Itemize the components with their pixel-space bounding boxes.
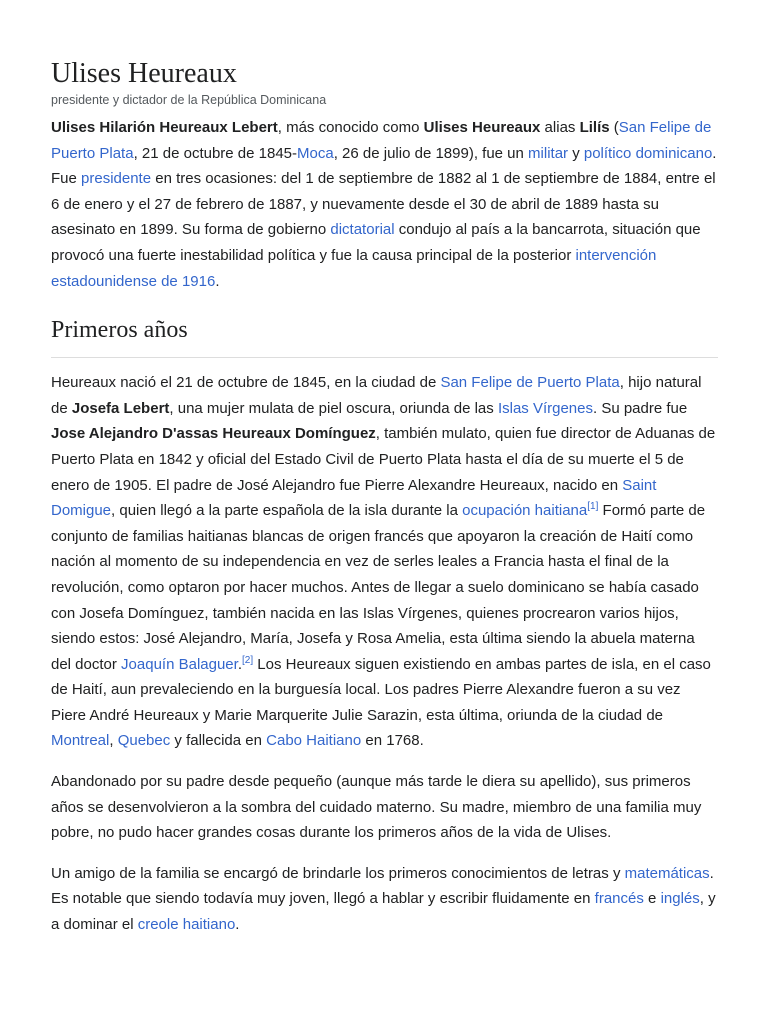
link-creole-haitiano[interactable]: creole haitiano bbox=[137, 916, 236, 934]
intro-text: ( bbox=[609, 119, 619, 136]
para-text: , hijo natural de bbox=[51, 374, 702, 417]
link-islas-virgenes[interactable]: Islas Vírgenes bbox=[497, 399, 593, 417]
section-paragraph-1 bbox=[51, 370, 718, 754]
intro-text: alias bbox=[540, 119, 580, 136]
intro-text: , 21 de octubre de 1845- bbox=[133, 144, 298, 162]
section-heading-primeros-anos: Primeros años bbox=[51, 315, 718, 358]
link-saint-domigue[interactable]: Saint Domigue bbox=[51, 476, 657, 520]
intro-text: en tres ocasiones: del 1 de septiembre de 1882 al 1 de septiembre de 1884, entre el 6 de enero y el 27 de febrero de 1887, y nuevamente desde el 30 de abril de 1889 hasta su asesinato en 1899. Su forma de gobierno bbox=[51, 170, 716, 239]
para-text: . bbox=[235, 916, 240, 934]
para-text: Heureaux nació el 21 de octubre de 1845, en la ciudad de bbox=[51, 374, 441, 392]
bold-name-full: Ulises Hilarión Heureaux Lebert bbox=[51, 119, 278, 136]
link-ingles[interactable]: inglés bbox=[660, 890, 700, 908]
para-text: , bbox=[109, 732, 118, 750]
link-moca[interactable]: Moca bbox=[297, 144, 334, 162]
bold-mother-name: Josefa Lebert bbox=[71, 399, 170, 417]
intro-text: condujo al país a la bancarrota, situación que provocó una fuerte inestabilidad política y fue la causa principal de la posterior bbox=[51, 221, 701, 264]
link-cabo-haitiano[interactable]: Cabo Haitiano bbox=[266, 732, 362, 750]
para-text: y fallecida en bbox=[170, 732, 267, 750]
intro-text: , más conocido como bbox=[277, 119, 424, 136]
intro-paragraph bbox=[51, 115, 718, 294]
para-text: , quien llegó a la parte española de la isla durante la bbox=[111, 502, 463, 520]
intro-text: y bbox=[568, 144, 584, 162]
intro-text: . bbox=[215, 272, 220, 290]
reference-2[interactable] bbox=[242, 655, 253, 666]
para-text: . Es notable que siendo todavía muy joven, llegó a hablar y escribir fluidamente en bbox=[51, 864, 714, 908]
page-description: presidente y dictador de la República Dominicana bbox=[51, 93, 327, 107]
link-dictatorial[interactable]: dictatorial bbox=[330, 221, 395, 239]
section-paragraph-2: Abandonado por su padre desde pequeño (aunque más tarde le diera su apellido), sus primeros años se desenvolvieron a la sombra del cuidado materno. Su madre, miembro de una familia muy pobre, no pudo hacer grandes cosas durante los primeros años de la vida de Ulises. bbox=[51, 773, 702, 842]
para-text: , también mulato, quien fue director de Aduanas de Puerto Plata en 1842 y oficial del Estado Civil de Puerto Plata hasta el día de su muerte el 5 de enero de 1905. El padre de José Alejandro fue Pierre Alexandre Heureaux, nacido en bbox=[51, 425, 716, 494]
intro-text: . Fue bbox=[51, 144, 717, 188]
bold-father-name: Jose Alejandro D'assas Heureaux Domínguez bbox=[51, 425, 376, 443]
reference-link-2[interactable]: [2] bbox=[241, 654, 254, 666]
bold-alias: Lilís bbox=[579, 119, 610, 136]
link-san-felipe-de-puerto-plata[interactable]: San Felipe de Puerto Plata bbox=[51, 119, 712, 162]
para-text: Formó parte de conjunto de familias haitianas blancas de origen francés que apoyaron la creación de Haití como nación al momento de su independencia en vez de serles leales a Francia hasta el final de la revolución, como optaron por hacer muchos. Antes de llegar a suelo dominicano se había casado con Josefa Domínguez, también nacida en las Islas Vírgenes, quienes procrearon varios hijos, siendo estos: José Alejandro, María, Josefa y Rosa Amelia, esta última siendo la abuela materna del doctor bbox=[51, 502, 706, 673]
link-militar[interactable]: militar bbox=[528, 144, 569, 162]
link-intervencion-estadounidense[interactable]: intervención estadounidense de 1916 bbox=[51, 246, 657, 290]
link-politico-dominicano[interactable]: político dominicano bbox=[583, 144, 713, 162]
section-paragraph-3 bbox=[51, 861, 718, 938]
link-joaquin-balaguer[interactable]: Joaquín Balaguer bbox=[121, 655, 238, 673]
para-text: e bbox=[643, 890, 661, 908]
link-matematicas[interactable]: matemáticas bbox=[624, 864, 710, 882]
intro-text: , 26 de julio de 1899), fue un bbox=[333, 144, 529, 162]
link-quebec[interactable]: Quebec bbox=[117, 732, 171, 750]
para-text: Un amigo de la familia se encargó de brindarle los primeros conocimientos de letras y bbox=[51, 864, 625, 882]
link-san-felipe-de-puerto-plata[interactable]: San Felipe de Puerto Plata bbox=[440, 374, 620, 392]
link-montreal[interactable]: Montreal bbox=[51, 732, 110, 750]
link-ocupacion-haitiana[interactable]: ocupación haitiana bbox=[462, 502, 588, 520]
bold-name-short: Ulises Heureaux bbox=[423, 119, 541, 136]
para-text: en 1768. bbox=[361, 732, 424, 750]
reference-1[interactable] bbox=[587, 501, 598, 512]
para-text: , y a dominar el bbox=[51, 890, 716, 934]
para-text: Los Heureaux siguen existiendo en ambas partes de isla, en el caso de Haití, aun prevaleciendo en la burguesía local. Los padres Pierre Alexandre fueron a su vez Piere André Heureaux y Marie Marquerite Julie Sarazin, esta última, oriunda de la ciudad de bbox=[51, 655, 711, 724]
link-frances[interactable]: francés bbox=[594, 890, 644, 908]
para-text: . bbox=[237, 655, 242, 673]
link-presidente[interactable]: presidente bbox=[81, 170, 152, 188]
para-text: , una mujer mulata de piel oscura, oriunda de las bbox=[169, 399, 498, 417]
para-text: . Su padre fue bbox=[592, 399, 688, 417]
page-title: Ulises Heureaux bbox=[51, 58, 237, 89]
reference-link-1[interactable]: [1] bbox=[587, 501, 599, 513]
